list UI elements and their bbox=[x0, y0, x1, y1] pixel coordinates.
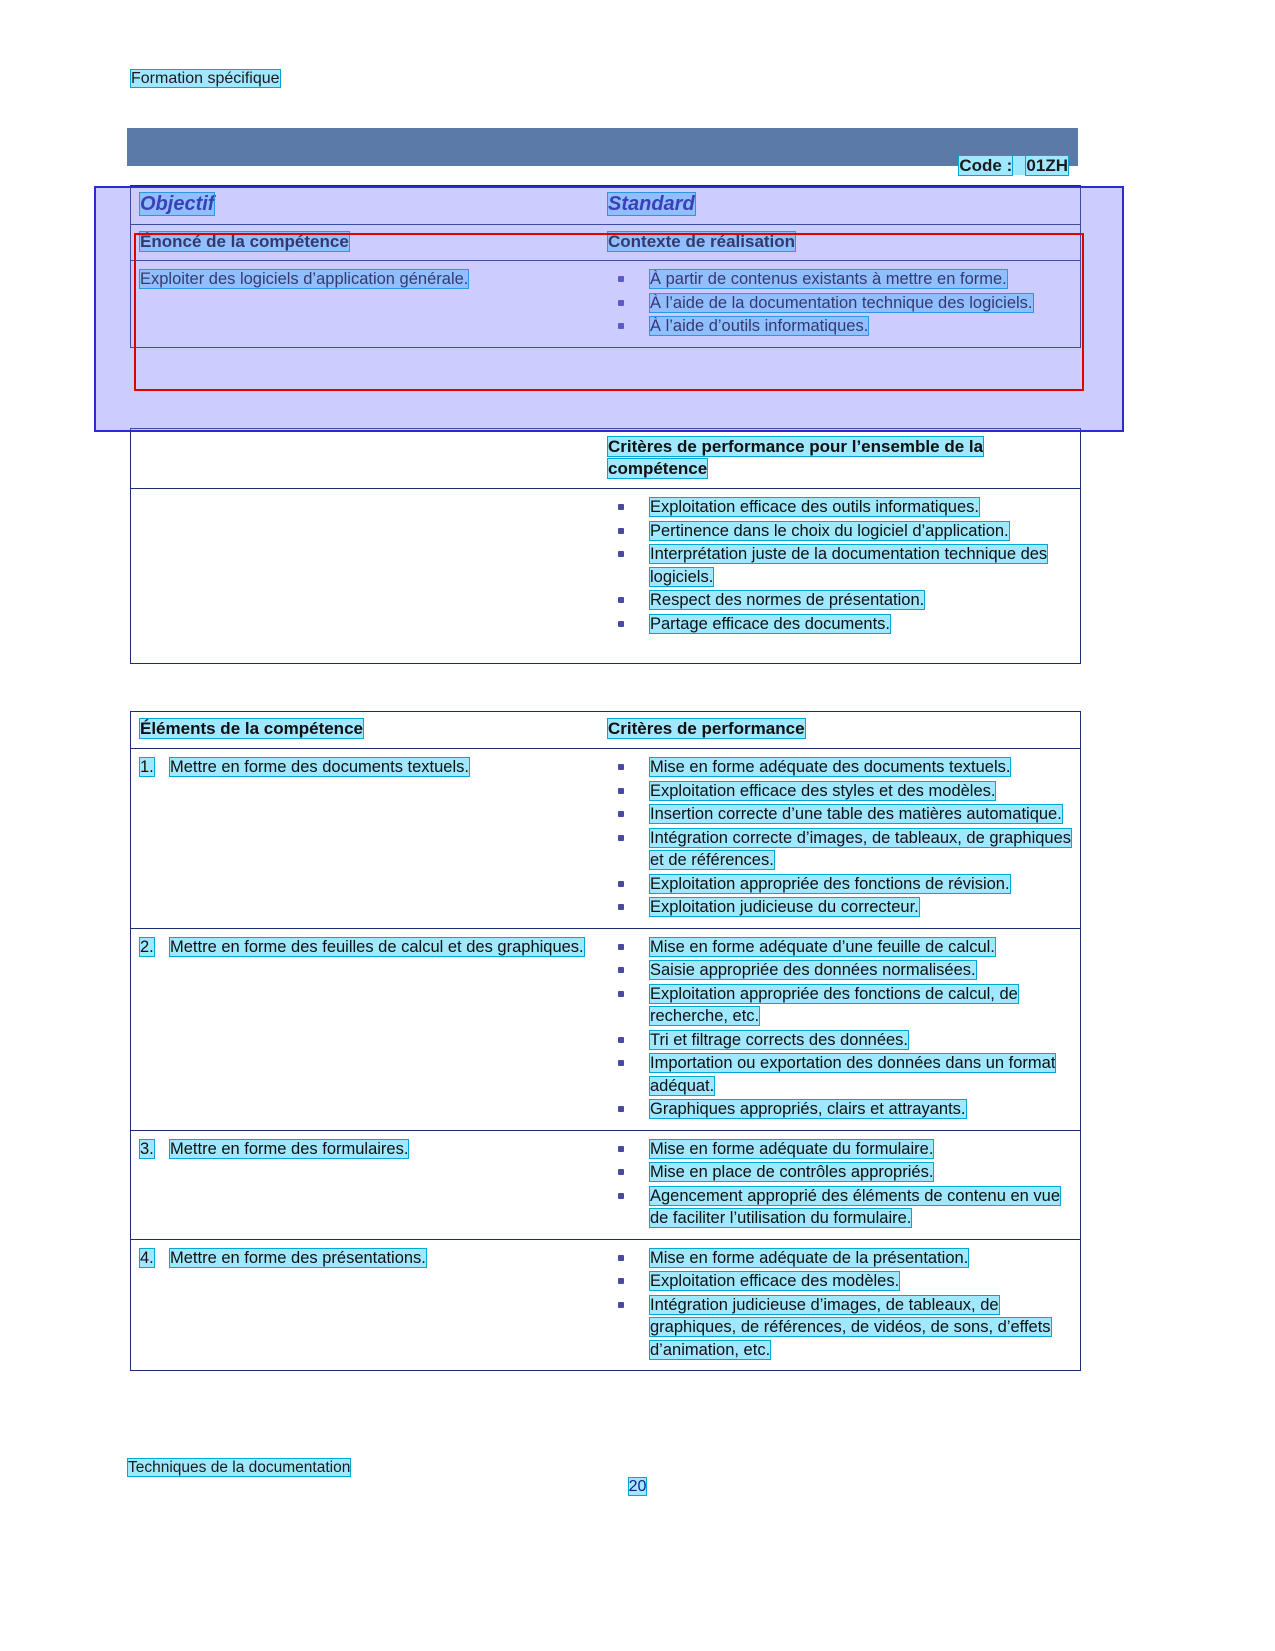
running-head bbox=[131, 70, 280, 88]
list-item bbox=[608, 543, 1072, 588]
critere-text: Exploitation appropriée des fonctions de révision. bbox=[650, 874, 1010, 893]
criteres-ensemble-list bbox=[608, 496, 1072, 635]
element-number: 2. bbox=[140, 937, 154, 956]
criteres-ensemble-list-cell bbox=[608, 489, 1080, 663]
bullet-icon bbox=[618, 1037, 624, 1043]
list-item bbox=[608, 896, 1072, 919]
elements-competence-table bbox=[130, 711, 1081, 1371]
bullet-icon bbox=[618, 1278, 624, 1284]
list-item bbox=[608, 983, 1072, 1028]
list-item bbox=[608, 1052, 1072, 1097]
contexte-item-text: À l’aide de la documentation technique des logiciels. bbox=[650, 293, 1033, 312]
critere-text: Mise en forme adéquate de la présentation. bbox=[650, 1248, 969, 1267]
code-label: Code : bbox=[959, 156, 1013, 175]
list-item bbox=[608, 780, 1072, 803]
elements-header-label: Éléments de la compétence bbox=[140, 719, 363, 738]
objectif-header-row bbox=[131, 186, 1080, 224]
bullet-icon bbox=[618, 1169, 624, 1175]
criteres-ensemble-content-row bbox=[131, 488, 1080, 663]
bullet-icon bbox=[618, 323, 624, 329]
critere-text: Mise en forme adéquate du formulaire. bbox=[650, 1139, 934, 1158]
criteres-cell bbox=[608, 1131, 1080, 1239]
code-bar bbox=[127, 128, 1078, 175]
critere-text: Graphiques appropriés, clairs et attrayants. bbox=[650, 1100, 966, 1118]
bullet-icon bbox=[618, 1193, 624, 1199]
list-item bbox=[608, 613, 1072, 636]
element-number: 4. bbox=[140, 1248, 154, 1267]
bullet-icon bbox=[618, 621, 624, 627]
bullet-icon bbox=[618, 504, 624, 510]
bullet-icon bbox=[618, 991, 624, 997]
enonce-header-label: Énoncé de la compétence bbox=[140, 232, 349, 251]
running-head-text: Formation spécifique bbox=[131, 70, 280, 87]
element-cell bbox=[131, 749, 608, 928]
element-label: Mettre en forme des formulaires. bbox=[170, 1139, 409, 1158]
critere-text: Partage efficace des documents. bbox=[650, 614, 891, 633]
element-item bbox=[140, 1247, 600, 1270]
bullet-icon bbox=[618, 835, 624, 841]
page-number bbox=[0, 1478, 1275, 1496]
critere-text: Pertinence dans le choix du logiciel d’application. bbox=[650, 521, 1009, 540]
criteres-ensemble-empty-cell bbox=[131, 429, 608, 488]
critere-text: Interprétation juste de la documentation technique des logiciels. bbox=[650, 545, 1048, 586]
bullet-icon bbox=[618, 1146, 624, 1152]
competence-statement-text: Exploiter des logiciels d’application générale. bbox=[140, 270, 469, 288]
elements-header-row bbox=[131, 712, 1080, 748]
critere-text: Intégration correcte d’images, de tableaux, de graphiques et de références. bbox=[650, 828, 1072, 869]
criteres-list bbox=[608, 1138, 1072, 1230]
table-row bbox=[131, 1239, 1080, 1371]
criteres-header-cell bbox=[608, 712, 1080, 748]
list-item bbox=[608, 756, 1072, 779]
criteres-ensemble-title: Critères de performance pour l’ensemble de la compétence bbox=[608, 437, 984, 478]
critere-text: Saisie appropriée des données normalisées. bbox=[650, 961, 976, 979]
bullet-icon bbox=[618, 788, 624, 794]
bullet-icon bbox=[618, 1060, 624, 1066]
footer-left bbox=[128, 1459, 350, 1477]
critere-text: Respect des normes de présentation. bbox=[650, 591, 925, 609]
element-cell bbox=[131, 1240, 608, 1371]
criteres-list bbox=[608, 1247, 1072, 1362]
critere-text: Exploitation judicieuse du correcteur. bbox=[650, 898, 919, 916]
bullet-icon bbox=[618, 967, 624, 973]
bullet-icon bbox=[618, 764, 624, 770]
critere-text: Tri et filtrage corrects des données. bbox=[650, 1030, 909, 1049]
element-item bbox=[140, 756, 600, 779]
element-item bbox=[140, 936, 600, 959]
list-item bbox=[608, 268, 1072, 291]
criteres-list bbox=[608, 936, 1072, 1121]
bullet-icon bbox=[618, 276, 624, 282]
table-row bbox=[131, 928, 1080, 1130]
critere-text: Importation ou exportation des données dans un format adéquat. bbox=[650, 1054, 1056, 1095]
objectif-header-cell bbox=[131, 186, 608, 224]
enonce-header-cell bbox=[131, 225, 608, 260]
objectif-content-row bbox=[131, 260, 1080, 347]
list-item bbox=[608, 959, 1072, 982]
list-item bbox=[608, 589, 1072, 612]
list-item bbox=[608, 292, 1072, 315]
bullet-icon bbox=[618, 881, 624, 887]
criteres-ensemble-table bbox=[130, 428, 1081, 664]
code-value: 01ZH bbox=[1026, 156, 1068, 175]
element-label: Mettre en forme des présentations. bbox=[170, 1248, 426, 1267]
bullet-icon bbox=[618, 300, 624, 306]
bullet-icon bbox=[618, 811, 624, 817]
competence-statement-cell bbox=[131, 261, 608, 347]
list-item bbox=[608, 315, 1072, 338]
standard-header-cell bbox=[608, 186, 1080, 224]
bullet-icon bbox=[618, 1255, 624, 1261]
criteres-cell bbox=[608, 1240, 1080, 1371]
objectif-standard-table bbox=[130, 185, 1081, 348]
contexte-header-cell bbox=[608, 225, 1080, 260]
table-row bbox=[131, 748, 1080, 928]
criteres-cell bbox=[608, 929, 1080, 1130]
list-item bbox=[608, 936, 1072, 959]
element-cell bbox=[131, 1131, 608, 1239]
critere-text: Exploitation efficace des modèles. bbox=[650, 1272, 900, 1290]
critere-text: Exploitation efficace des styles et des modèles. bbox=[650, 781, 996, 800]
critere-text: Mise en forme adéquate d’une feuille de calcul. bbox=[650, 937, 995, 956]
list-item bbox=[608, 873, 1072, 896]
bullet-icon bbox=[618, 551, 624, 557]
critere-text: Mise en forme adéquate des documents textuels. bbox=[650, 758, 1011, 776]
critere-text: Exploitation efficace des outils informatiques. bbox=[650, 498, 979, 516]
list-item bbox=[608, 1098, 1072, 1121]
list-item bbox=[608, 803, 1072, 826]
criteres-ensemble-title-cell bbox=[608, 429, 1080, 488]
critere-text: Agencement approprié des éléments de contenu en vue de faciliter l’utilisation du formulaire. bbox=[650, 1186, 1061, 1227]
criteres-list bbox=[608, 756, 1072, 919]
criteres-ensemble-empty-cell-2 bbox=[131, 489, 608, 663]
list-item bbox=[608, 1270, 1072, 1293]
list-item bbox=[608, 496, 1072, 519]
critere-text: Insertion correcte d’une table des matières automatique. bbox=[650, 805, 1062, 823]
criteres-cell bbox=[608, 749, 1080, 928]
bullet-icon bbox=[618, 944, 624, 950]
page-number-text: 20 bbox=[628, 1478, 647, 1495]
criteres-header-label: Critères de performance bbox=[608, 719, 805, 738]
bullet-icon bbox=[618, 1302, 624, 1308]
elements-header-cell bbox=[131, 712, 608, 748]
contexte-item-text: À partir de contenus existants à mettre en forme. bbox=[650, 270, 1007, 288]
element-number: 3. bbox=[140, 1139, 154, 1158]
bullet-icon bbox=[618, 904, 624, 910]
element-cell bbox=[131, 929, 608, 1130]
element-item bbox=[140, 1138, 600, 1161]
contexte-header-label: Contexte de réalisation bbox=[608, 232, 796, 251]
objectif-header-label: Objectif bbox=[140, 193, 215, 215]
critere-text: Exploitation appropriée des fonctions de calcul, de recherche, etc. bbox=[650, 984, 1018, 1025]
critere-text: Intégration judicieuse d’images, de tableaux, de graphiques, de références, de vidéos, de sons, d’effets d’animation, etc. bbox=[650, 1295, 1051, 1359]
list-item bbox=[608, 1247, 1072, 1270]
bullet-icon bbox=[618, 597, 624, 603]
footer-left-text: Techniques de la documentation bbox=[128, 1459, 351, 1476]
list-item bbox=[608, 827, 1072, 872]
bullet-icon bbox=[618, 528, 624, 534]
element-number: 1. bbox=[140, 758, 154, 776]
list-item bbox=[608, 1294, 1072, 1362]
bullet-icon bbox=[618, 1106, 624, 1112]
contexte-item-text: À l’aide d’outils informatiques. bbox=[650, 317, 869, 335]
objectif-subheader-row bbox=[131, 224, 1080, 260]
standard-header-label: Standard bbox=[608, 193, 695, 215]
list-item bbox=[608, 1138, 1072, 1161]
contexte-list bbox=[608, 268, 1072, 338]
list-item bbox=[608, 520, 1072, 543]
list-item bbox=[608, 1185, 1072, 1230]
table-row bbox=[131, 1130, 1080, 1239]
element-label: Mettre en forme des documents textuels. bbox=[170, 758, 469, 776]
contexte-list-cell bbox=[608, 261, 1080, 347]
critere-text: Mise en place de contrôles appropriés. bbox=[650, 1163, 934, 1181]
element-label: Mettre en forme des feuilles de calcul et des graphiques. bbox=[170, 937, 584, 956]
list-item bbox=[608, 1029, 1072, 1052]
list-item bbox=[608, 1161, 1072, 1184]
criteres-ensemble-header-row bbox=[131, 429, 1080, 488]
